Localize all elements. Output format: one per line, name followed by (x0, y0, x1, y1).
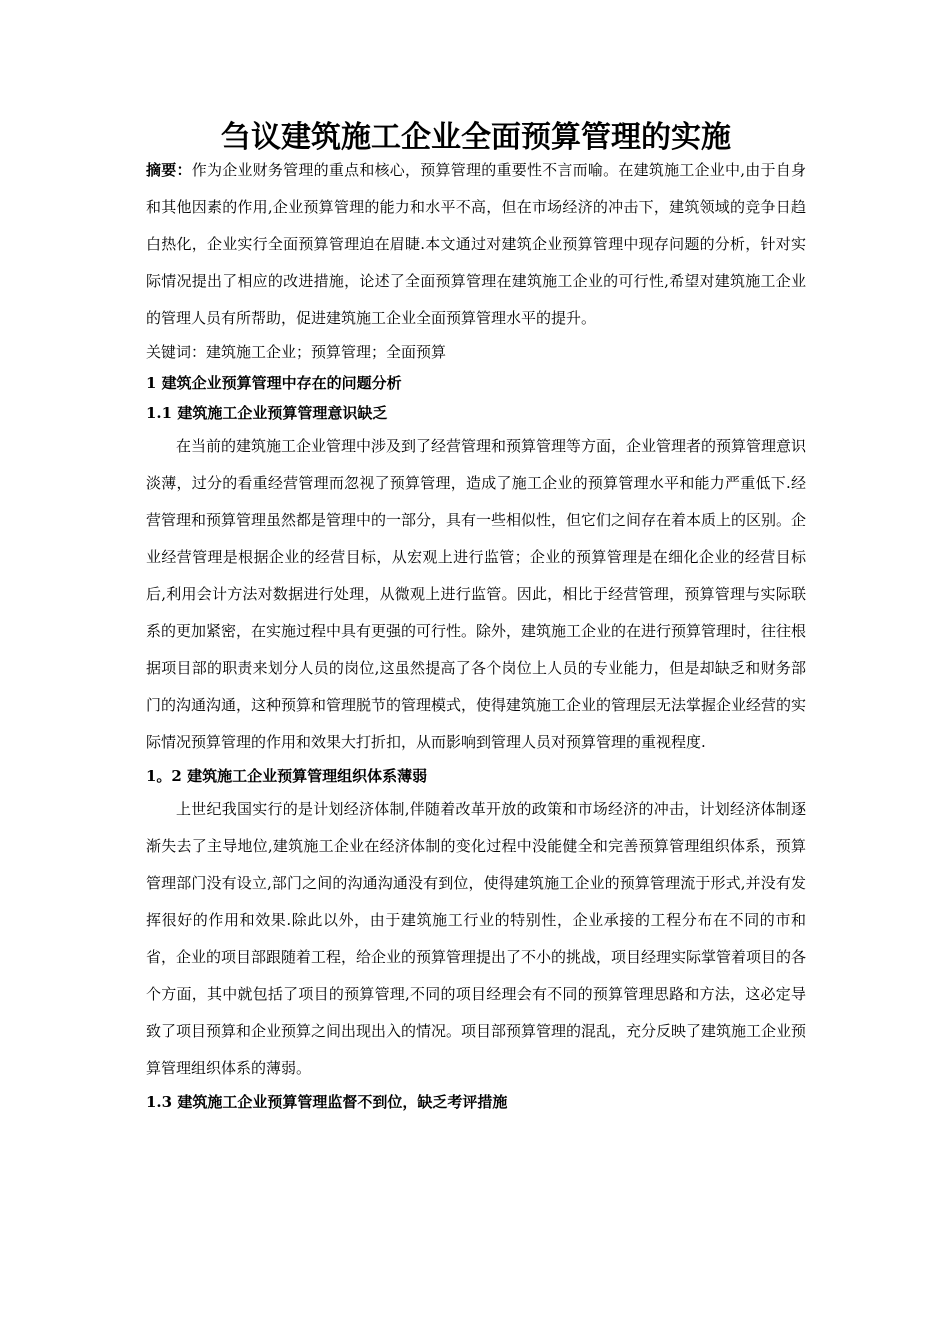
abstract-label: 摘要： (146, 161, 192, 179)
abstract (146, 152, 806, 337)
section-1-heading: 1 建筑企业预算管理中存在的问题分析 (146, 374, 402, 392)
section-1-3-heading: 1.3 建筑施工企业预算管理监督不到位，缺乏考评措施 (146, 1093, 508, 1111)
keywords: 关键词：建筑施工企业；预算管理；全面预算 (146, 343, 447, 361)
document-page (146, 120, 807, 1117)
abstract-text: 作为企业财务管理的重点和核心，预算管理的重要性不言而喻。在建筑施工企业中,由于自身和其他因素的作用,企业预算管理的能力和水平不高，但在市场经济的冲击下，建筑领域的竞争日趋白热化，企业实行全面预算管理迫在眉睫.本文通过对建筑企业预算管理中现存问题的分析，针对实际情况提出了相应的改进措施，论述了全面预算管理在建筑施工企业的可行性,希望对建筑施工企业的管理人员有所帮助，促进建筑施工企业全面预算管理水平的提升。 (146, 161, 806, 327)
section-1-2-paragraph: 上世纪我国实行的是计划经济体制,伴随着改革开放的政策和市场经济的冲击，计划经济体制逐渐失去了主导地位,建筑施工企业在经济体制的变化过程中没能健全和完善预算管理组织体系，预算管理部门没有设立,部门之间的沟通沟通没有到位，使得建筑施工企业的预算管理流于形式,并没有发挥很好的作用和效果.除此以外，由于建筑施工行业的特别性，企业承接的工程分布在不同的市和省，企业的项目部跟随着工程，给企业的预算管理提出了不小的挑战，项目经理实际掌管着项目的各个方面，其中就包括了项目的预算管理,不同的项目经理会有不同的预算管理思路和方法，这必定导致了项目预算和企业预算之间出现出入的情况。项目部预算管理的混乱，充分反映了建筑施工企业预算管理组织体系的薄弱。 (146, 800, 807, 1077)
section-1-2-heading: 1。2 建筑施工企业预算管理组织体系薄弱 (146, 767, 428, 785)
section-1-1-paragraph: 在当前的建筑施工企业管理中涉及到了经营管理和预算管理等方面，企业管理者的预算管理意识淡薄，过分的看重经营管理而忽视了预算管理，造成了施工企业的预算管理水平和能力严重低下.经营管理和预算管理虽然都是管理中的一部分，具有一些相似性，但它们之间存在着本质上的区别。企业经营管理是根据企业的经营目标，从宏观上进行监管；企业的预算管理是在细化企业的经营目标后,利用会计方法对数据进行处理，从微观上进行监管。因此，相比于经营管理，预算管理与实际联系的更加紧密，在实施过程中具有更强的可行性。除外，建筑施工企业的在进行预算管理时，往往根据项目部的职责来划分人员的岗位,这虽然提高了各个岗位上人员的专业能力，但是却缺乏和财务部门的沟通沟通，这种预算和管理脱节的管理模式，使得建筑施工企业的管理层无法掌握企业经营的实际情况预算管理的作用和效果大打折扣，从而影响到管理人员对预算管理的重视程度. (146, 437, 807, 751)
section-1-1-heading: 1.1 建筑施工企业预算管理意识缺乏 (146, 404, 388, 422)
document-title: 刍议建筑施工企业全面预算管理的实施 (221, 120, 731, 155)
